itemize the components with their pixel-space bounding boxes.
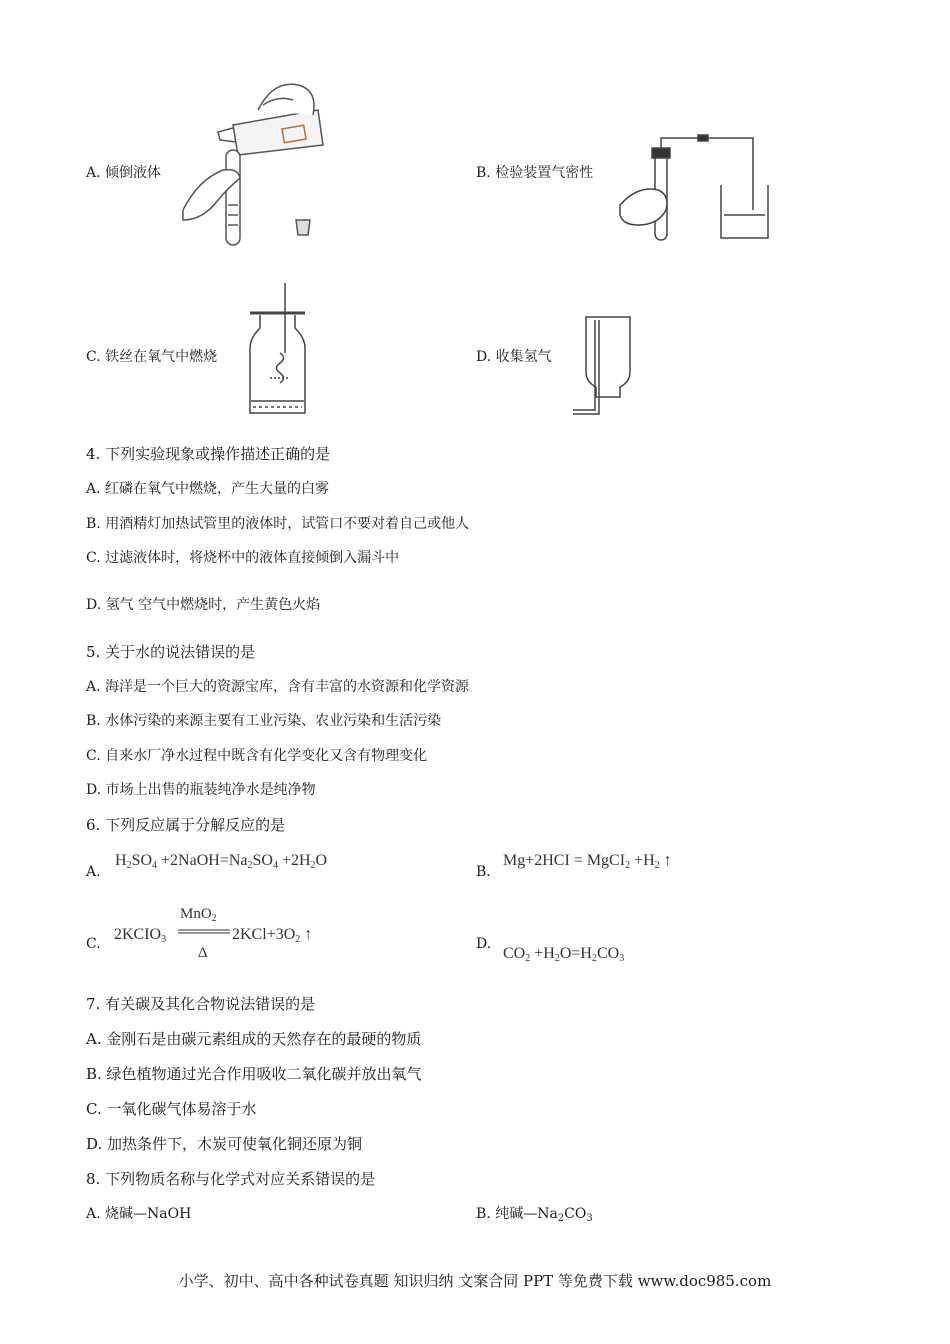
- q7-option-d: D. 加热条件下，木炭可使氧化铜还原为铜: [86, 1135, 363, 1153]
- q6-option-a-equation: $H_2SO_4$ $+2NaOH=Na_2SO_4 +2H_2O$: [115, 852, 328, 871]
- pouring-liquid-figure: [178, 70, 328, 250]
- q6-option-c-reactant: $2KCIO_3$: [114, 926, 167, 945]
- q3-option-a: A. 倾倒液体: [86, 165, 162, 181]
- q6-option-c-catalyst: MnO$_2$: [180, 906, 217, 924]
- q5-option-a: A. 海洋是一个巨大的资源宝库，含有丰富的水资源和化学资源: [86, 679, 470, 695]
- q5-option-d: D. 市场上出售的瓶装纯净水是纯净物: [86, 782, 316, 798]
- q4-option-b: B. 用酒精灯加热试管里的液体时，试管口不要对着自己或他人: [86, 516, 470, 532]
- iron-wire-burning-figure: [245, 283, 310, 418]
- q4-option-d: D. 氢气 空气中燃烧时，产生黄色火焰: [86, 597, 321, 613]
- q5-option-b: B. 水体污染的来源主要有工业污染、农业污染和生活污染: [86, 713, 442, 729]
- q6-option-c-label: C.: [86, 936, 101, 952]
- page-footer: 小学、初中、高中各种试卷真题 知识归纳 文案合同 PPT 等免费下载 www.doc985.com: [178, 1272, 772, 1290]
- q6-option-d-label: D.: [476, 936, 492, 952]
- hydrogen-collection-figure: [568, 312, 638, 420]
- q3-option-d: D. 收集氢气: [476, 349, 552, 365]
- q7-option-c: C. 一氧化碳气体易溶于水: [86, 1100, 257, 1118]
- q8-option-b: B. 纯碱$—Na_2CO_3$: [476, 1206, 593, 1224]
- q5-option-c: C. 自来水厂净水过程中既含有化学变化又含有物理变化: [86, 748, 428, 764]
- q6-stem: 6. 下列反应属于分解反应的是: [86, 816, 286, 834]
- q3-option-c: C. 铁丝在氧气中燃烧: [86, 349, 218, 365]
- airtightness-check-figure: [618, 130, 778, 245]
- q7-stem: 7. 有关碳及其化合物说法错误的是: [86, 995, 316, 1013]
- q6-option-b-label: B.: [476, 864, 491, 880]
- q6-option-c-products: $2KCl+3O_2$ ↑: [232, 926, 313, 945]
- q4-option-a: A. 红磷在氧气中燃烧，产生大量的白雾: [86, 481, 330, 497]
- q4-stem: 4. 下列实验现象或操作描述正确的是: [86, 445, 331, 463]
- q4-option-c: C. 过滤液体时，将烧杯中的液体直接倾倒入漏斗中: [86, 550, 400, 566]
- q8-stem: 8. 下列物质名称与化学式对应关系错误的是: [86, 1170, 376, 1188]
- q5-stem: 5. 关于水的说法错误的是: [86, 643, 256, 661]
- q7-option-a: A. 金刚石是由碳元素组成的天然存在的最硬的物质: [86, 1030, 422, 1048]
- q3-option-b: B. 检验装置气密性: [476, 165, 594, 181]
- q6-option-a-label: A.: [86, 864, 101, 880]
- q7-option-b: B. 绿色植物通过光合作用吸收二氧化碳并放出氧气: [86, 1065, 422, 1083]
- q6-option-d-equation: $CO_2 +H_2O=H_2CO_3$: [503, 945, 625, 964]
- q6-option-c-heat: Δ: [198, 945, 208, 961]
- q8-option-a: A. 烧碱—NaOH: [86, 1206, 192, 1222]
- q6-option-b-equation: Mg+2HCI = MgCI$_2$ $+H_2$ ↑: [503, 852, 672, 871]
- equal-sign-double-line: [178, 929, 230, 935]
